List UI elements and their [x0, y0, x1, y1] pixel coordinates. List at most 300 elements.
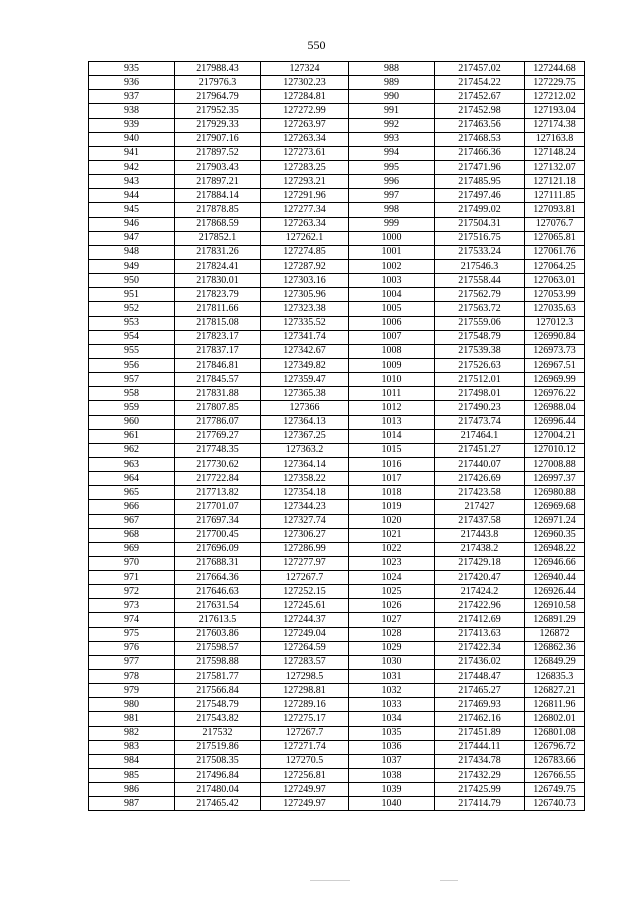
table-cell: 127298.81 — [261, 684, 349, 698]
table-row — [89, 754, 585, 768]
table-row — [89, 104, 585, 118]
table-cell: 944 — [89, 189, 175, 203]
table-cell: 217730.62 — [175, 457, 261, 471]
table-cell: 1009 — [349, 358, 435, 372]
table-cell: 1018 — [349, 486, 435, 500]
table-cell: 127012.3 — [525, 316, 585, 330]
table-cell: 1029 — [349, 641, 435, 655]
table-cell: 1011 — [349, 387, 435, 401]
table-cell: 994 — [349, 146, 435, 160]
table-cell: 941 — [89, 146, 175, 160]
table-cell: 1027 — [349, 613, 435, 627]
table-cell: 1035 — [349, 726, 435, 740]
table-cell: 127367.25 — [261, 429, 349, 443]
table-cell: 127111.85 — [525, 189, 585, 203]
table-cell: 964 — [89, 472, 175, 486]
table-cell: 987 — [89, 797, 175, 811]
table-cell: 981 — [89, 712, 175, 726]
table-cell: 962 — [89, 443, 175, 457]
table-cell: 127249.04 — [261, 627, 349, 641]
table-cell: 1012 — [349, 401, 435, 415]
table-cell: 127035.63 — [525, 302, 585, 316]
table-cell: 939 — [89, 118, 175, 132]
table-cell: 958 — [89, 387, 175, 401]
coordinates-table-body — [89, 62, 585, 811]
table-cell: 936 — [89, 76, 175, 90]
table-cell: 951 — [89, 288, 175, 302]
table-cell: 217697.34 — [175, 514, 261, 528]
table-cell: 217566.84 — [175, 684, 261, 698]
table-row — [89, 288, 585, 302]
table-cell: 127263.34 — [261, 217, 349, 231]
table-cell: 978 — [89, 670, 175, 684]
table-cell: 127148.24 — [525, 146, 585, 160]
table-cell: 950 — [89, 274, 175, 288]
table-cell: 949 — [89, 259, 175, 273]
table-cell: 217988.43 — [175, 62, 261, 76]
table-cell: 1000 — [349, 231, 435, 245]
table-cell: 217563.72 — [435, 302, 525, 316]
table-cell: 127121.18 — [525, 175, 585, 189]
table-cell: 127010.12 — [525, 443, 585, 457]
table-cell: 937 — [89, 90, 175, 104]
table-cell: 126766.55 — [525, 769, 585, 783]
table-cell: 217907.16 — [175, 132, 261, 146]
table-cell: 945 — [89, 203, 175, 217]
table-cell: 1006 — [349, 316, 435, 330]
table-cell: 217884.14 — [175, 189, 261, 203]
table-cell: 127264.59 — [261, 641, 349, 655]
table-cell: 217516.75 — [435, 231, 525, 245]
table-row — [89, 655, 585, 669]
table-cell: 999 — [349, 217, 435, 231]
table-cell: 217558.44 — [435, 274, 525, 288]
table-cell: 217434.78 — [435, 754, 525, 768]
table-cell: 127267.7 — [261, 726, 349, 740]
table-cell: 217485.95 — [435, 175, 525, 189]
table-cell: 1033 — [349, 698, 435, 712]
table-cell: 1025 — [349, 585, 435, 599]
table-cell: 943 — [89, 175, 175, 189]
table-row — [89, 401, 585, 415]
table-cell: 956 — [89, 358, 175, 372]
table-cell: 946 — [89, 217, 175, 231]
table-cell: 1007 — [349, 330, 435, 344]
table-cell: 217427 — [435, 500, 525, 514]
table-cell: 959 — [89, 401, 175, 415]
table-cell: 127064.25 — [525, 259, 585, 273]
table-cell: 217696.09 — [175, 542, 261, 556]
table-cell: 217688.31 — [175, 556, 261, 570]
table-cell: 979 — [89, 684, 175, 698]
table-cell: 217722.84 — [175, 472, 261, 486]
table-cell: 127277.34 — [261, 203, 349, 217]
table-cell: 126872 — [525, 627, 585, 641]
table-cell: 127286.99 — [261, 542, 349, 556]
table-cell: 217831.88 — [175, 387, 261, 401]
table-cell: 974 — [89, 613, 175, 627]
table-cell: 127252.15 — [261, 585, 349, 599]
table-cell: 217548.79 — [175, 698, 261, 712]
table-cell: 127270.5 — [261, 754, 349, 768]
table-cell: 965 — [89, 486, 175, 500]
table-cell: 1040 — [349, 797, 435, 811]
table-cell: 967 — [89, 514, 175, 528]
table-cell: 217452.67 — [435, 90, 525, 104]
table-cell: 217964.79 — [175, 90, 261, 104]
table-cell: 127358.22 — [261, 472, 349, 486]
table-cell: 127093.81 — [525, 203, 585, 217]
table-cell: 127365.38 — [261, 387, 349, 401]
table-cell: 126796.72 — [525, 740, 585, 754]
table-cell: 127272.99 — [261, 104, 349, 118]
table-cell: 127364.13 — [261, 415, 349, 429]
table-cell: 126969.99 — [525, 373, 585, 387]
table-cell: 982 — [89, 726, 175, 740]
table-cell: 217824.41 — [175, 259, 261, 273]
table-cell: 970 — [89, 556, 175, 570]
table-cell: 1004 — [349, 288, 435, 302]
table-row — [89, 528, 585, 542]
table-cell: 127212.02 — [525, 90, 585, 104]
table-cell: 127287.92 — [261, 259, 349, 273]
table-cell: 938 — [89, 104, 175, 118]
table-cell: 126973.73 — [525, 344, 585, 358]
scan-mark — [440, 880, 458, 881]
table-cell: 217463.56 — [435, 118, 525, 132]
table-cell: 127283.57 — [261, 655, 349, 669]
table-cell: 127273.61 — [261, 146, 349, 160]
table-cell: 1026 — [349, 599, 435, 613]
table-cell: 217603.86 — [175, 627, 261, 641]
table-row — [89, 160, 585, 174]
table-cell: 217598.88 — [175, 655, 261, 669]
table-cell: 126971.24 — [525, 514, 585, 528]
table-cell: 1022 — [349, 542, 435, 556]
table-cell: 217473.74 — [435, 415, 525, 429]
table-cell: 217413.63 — [435, 627, 525, 641]
table-cell: 126749.75 — [525, 783, 585, 797]
table-cell: 127364.14 — [261, 457, 349, 471]
table-cell: 217852.1 — [175, 231, 261, 245]
table-cell: 217422.34 — [435, 641, 525, 655]
table-cell: 1001 — [349, 245, 435, 259]
table-cell: 127306.27 — [261, 528, 349, 542]
table-cell: 127008.88 — [525, 457, 585, 471]
table-cell: 217438.2 — [435, 542, 525, 556]
table-row — [89, 472, 585, 486]
table-row — [89, 415, 585, 429]
table-row — [89, 585, 585, 599]
table-cell: 217444.11 — [435, 740, 525, 754]
table-cell: 217543.82 — [175, 712, 261, 726]
table-cell: 1016 — [349, 457, 435, 471]
table-row — [89, 740, 585, 754]
table-cell: 217868.59 — [175, 217, 261, 231]
table-cell: 217815.08 — [175, 316, 261, 330]
table-cell: 952 — [89, 302, 175, 316]
table-cell: 126960.35 — [525, 528, 585, 542]
table-cell: 1017 — [349, 472, 435, 486]
table-cell: 126969.68 — [525, 500, 585, 514]
table-cell: 217497.46 — [435, 189, 525, 203]
table-cell: 1014 — [349, 429, 435, 443]
table-cell: 1020 — [349, 514, 435, 528]
table-row — [89, 684, 585, 698]
table-cell: 217465.42 — [175, 797, 261, 811]
table-row — [89, 486, 585, 500]
table-cell: 217546.3 — [435, 259, 525, 273]
table-row — [89, 373, 585, 387]
table-cell: 126940.44 — [525, 571, 585, 585]
table-cell: 217533.24 — [435, 245, 525, 259]
table-cell: 1021 — [349, 528, 435, 542]
table-row — [89, 302, 585, 316]
table-cell: 1034 — [349, 712, 435, 726]
table-cell: 217559.06 — [435, 316, 525, 330]
table-cell: 217700.45 — [175, 528, 261, 542]
table-cell: 217469.93 — [435, 698, 525, 712]
table-cell: 127061.76 — [525, 245, 585, 259]
table-cell: 217837.17 — [175, 344, 261, 358]
table-cell: 217548.79 — [435, 330, 525, 344]
table-cell: 217646.63 — [175, 585, 261, 599]
table-cell: 127324 — [261, 62, 349, 76]
table-cell: 993 — [349, 132, 435, 146]
table-cell: 217830.01 — [175, 274, 261, 288]
table-cell: 217581.77 — [175, 670, 261, 684]
table-cell: 1038 — [349, 769, 435, 783]
table-cell: 127354.18 — [261, 486, 349, 500]
table-cell: 992 — [349, 118, 435, 132]
table-row — [89, 203, 585, 217]
table-cell: 1031 — [349, 670, 435, 684]
table-cell: 127341.74 — [261, 330, 349, 344]
table-cell: 217426.69 — [435, 472, 525, 486]
table-cell: 217448.47 — [435, 670, 525, 684]
table-cell: 127249.97 — [261, 783, 349, 797]
table-cell: 217490.23 — [435, 401, 525, 415]
table-cell: 217471.96 — [435, 160, 525, 174]
table-row — [89, 500, 585, 514]
table-cell: 217664.36 — [175, 571, 261, 585]
table-cell: 127174.38 — [525, 118, 585, 132]
table-cell: 217631.54 — [175, 599, 261, 613]
table-cell: 217526.63 — [435, 358, 525, 372]
table-cell: 217423.58 — [435, 486, 525, 500]
table-cell: 1005 — [349, 302, 435, 316]
table-cell: 955 — [89, 344, 175, 358]
table-cell: 127327.74 — [261, 514, 349, 528]
table-cell: 997 — [349, 189, 435, 203]
table-cell: 995 — [349, 160, 435, 174]
table-cell: 947 — [89, 231, 175, 245]
table-row — [89, 245, 585, 259]
table-cell: 126910.58 — [525, 599, 585, 613]
table-row — [89, 698, 585, 712]
table-cell: 127359.47 — [261, 373, 349, 387]
table-row — [89, 76, 585, 90]
table-cell: 217508.35 — [175, 754, 261, 768]
table-cell: 217532 — [175, 726, 261, 740]
table-row — [89, 670, 585, 684]
table-cell: 127349.82 — [261, 358, 349, 372]
table-cell: 1013 — [349, 415, 435, 429]
table-cell: 127076.7 — [525, 217, 585, 231]
table-cell: 126835.3 — [525, 670, 585, 684]
table-cell: 217831.26 — [175, 245, 261, 259]
table-cell: 217499.02 — [435, 203, 525, 217]
table-cell: 1010 — [349, 373, 435, 387]
table-cell: 217878.85 — [175, 203, 261, 217]
table-cell: 126740.73 — [525, 797, 585, 811]
table-cell: 217539.38 — [435, 344, 525, 358]
table-cell: 126862.36 — [525, 641, 585, 655]
table-row — [89, 274, 585, 288]
table-cell: 126980.88 — [525, 486, 585, 500]
table-cell: 127293.21 — [261, 175, 349, 189]
table-cell: 1023 — [349, 556, 435, 570]
table-cell: 217701.07 — [175, 500, 261, 514]
table-cell: 217454.22 — [435, 76, 525, 90]
table-cell: 217823.17 — [175, 330, 261, 344]
table-cell: 127263.97 — [261, 118, 349, 132]
table-cell: 127284.81 — [261, 90, 349, 104]
table-row — [89, 726, 585, 740]
table-row — [89, 443, 585, 457]
table-cell: 957 — [89, 373, 175, 387]
table-cell: 960 — [89, 415, 175, 429]
table-cell: 127193.04 — [525, 104, 585, 118]
table-cell: 217440.07 — [435, 457, 525, 471]
table-cell: 986 — [89, 783, 175, 797]
table-cell: 988 — [349, 62, 435, 76]
table-row — [89, 175, 585, 189]
table-cell: 968 — [89, 528, 175, 542]
table-cell: 217462.16 — [435, 712, 525, 726]
table-cell: 971 — [89, 571, 175, 585]
table-cell: 126988.04 — [525, 401, 585, 415]
table-cell: 217422.96 — [435, 599, 525, 613]
table-cell: 217496.84 — [175, 769, 261, 783]
table-cell: 1002 — [349, 259, 435, 273]
table-cell: 942 — [89, 160, 175, 174]
table-cell: 126996.44 — [525, 415, 585, 429]
table-cell: 126990.84 — [525, 330, 585, 344]
table-cell: 127305.96 — [261, 288, 349, 302]
table-cell: 126967.51 — [525, 358, 585, 372]
table-cell: 217713.82 — [175, 486, 261, 500]
table-cell: 126827.21 — [525, 684, 585, 698]
table-row — [89, 330, 585, 344]
table-cell: 1019 — [349, 500, 435, 514]
table-cell: 127249.97 — [261, 797, 349, 811]
table-cell: 127342.67 — [261, 344, 349, 358]
table-cell: 972 — [89, 585, 175, 599]
table-row — [89, 556, 585, 570]
table-row — [89, 387, 585, 401]
table-cell: 126891.29 — [525, 613, 585, 627]
table-cell: 127275.17 — [261, 712, 349, 726]
table-row — [89, 259, 585, 273]
table-row — [89, 542, 585, 556]
table-cell: 127335.52 — [261, 316, 349, 330]
table-cell: 961 — [89, 429, 175, 443]
table-cell: 127267.7 — [261, 571, 349, 585]
table-cell: 217929.33 — [175, 118, 261, 132]
table-cell: 127004.21 — [525, 429, 585, 443]
table-row — [89, 217, 585, 231]
table-cell: 998 — [349, 203, 435, 217]
table-cell: 217846.81 — [175, 358, 261, 372]
table-cell: 127244.37 — [261, 613, 349, 627]
table-cell: 217598.57 — [175, 641, 261, 655]
table-cell: 126926.44 — [525, 585, 585, 599]
table-cell: 217437.58 — [435, 514, 525, 528]
table-cell: 217451.27 — [435, 443, 525, 457]
table-cell: 217457.02 — [435, 62, 525, 76]
table-cell: 217748.35 — [175, 443, 261, 457]
table-cell: 217613.5 — [175, 613, 261, 627]
table-row — [89, 231, 585, 245]
table-row — [89, 457, 585, 471]
table-cell: 126802.01 — [525, 712, 585, 726]
table-cell: 1028 — [349, 627, 435, 641]
table-cell: 217443.8 — [435, 528, 525, 542]
table-cell: 1036 — [349, 740, 435, 754]
table-cell: 217519.86 — [175, 740, 261, 754]
table-row — [89, 797, 585, 811]
table-cell: 127283.25 — [261, 160, 349, 174]
table-cell: 126811.96 — [525, 698, 585, 712]
table-row — [89, 769, 585, 783]
table-row — [89, 62, 585, 76]
table-row — [89, 599, 585, 613]
table-cell: 127363.2 — [261, 443, 349, 457]
table-cell: 127245.61 — [261, 599, 349, 613]
table-cell: 127132.07 — [525, 160, 585, 174]
table-cell: 217452.98 — [435, 104, 525, 118]
table-cell: 973 — [89, 599, 175, 613]
table-cell: 217432.29 — [435, 769, 525, 783]
table-cell: 217468.53 — [435, 132, 525, 146]
table-cell: 127163.8 — [525, 132, 585, 146]
table-cell: 126783.66 — [525, 754, 585, 768]
table-row — [89, 627, 585, 641]
table-cell: 127298.5 — [261, 670, 349, 684]
table-cell: 989 — [349, 76, 435, 90]
table-cell: 217466.36 — [435, 146, 525, 160]
table-cell: 127291.96 — [261, 189, 349, 203]
table-cell: 217786.07 — [175, 415, 261, 429]
table-row — [89, 358, 585, 372]
table-row — [89, 132, 585, 146]
table-cell: 217414.79 — [435, 797, 525, 811]
table-cell: 975 — [89, 627, 175, 641]
table-cell: 217420.47 — [435, 571, 525, 585]
table-cell: 127289.16 — [261, 698, 349, 712]
table-row — [89, 189, 585, 203]
table-cell: 127274.85 — [261, 245, 349, 259]
table-cell: 217769.27 — [175, 429, 261, 443]
table-cell: 217811.66 — [175, 302, 261, 316]
table-cell: 980 — [89, 698, 175, 712]
table-row — [89, 783, 585, 797]
table-cell: 127302.23 — [261, 76, 349, 90]
page-number: 550 — [307, 38, 326, 52]
table-cell: 217412.69 — [435, 613, 525, 627]
table-cell: 126801.08 — [525, 726, 585, 740]
